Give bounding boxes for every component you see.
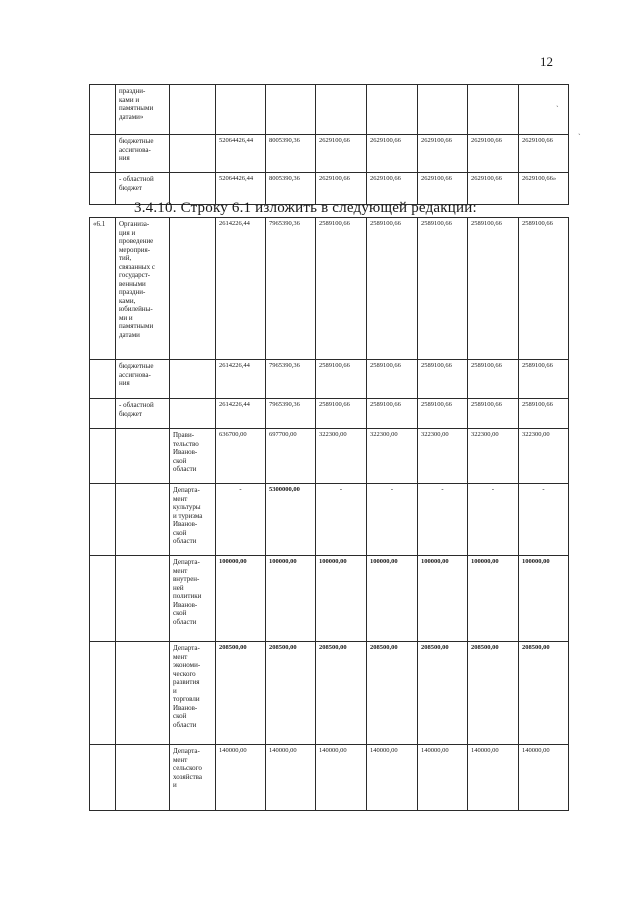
value-cell: 2589100,66 (519, 218, 569, 360)
department-cell (170, 399, 216, 429)
value-cell (468, 85, 519, 135)
value-cell: 2589100,66 (418, 218, 468, 360)
section-heading: 3.4.10. Строку 6.1 изложить в следующей редакции: (134, 200, 477, 216)
value-cell (519, 85, 569, 135)
value-cell: 2589100,66 (468, 218, 519, 360)
value-cell: 2629100,66 (468, 135, 519, 173)
value-cell: 52064426,44 (216, 173, 266, 205)
value-cell: 322300,00 (316, 429, 367, 484)
activity-name-cell: Организа- ция и проведение мероприя- тий, связанных с государст- венными праздни- ками, юбилейны- ми и памятными датами (116, 218, 170, 360)
value-cell: 322300,00 (468, 429, 519, 484)
value-cell: 208500,00 (418, 642, 468, 745)
value-cell: 100000,00 (519, 556, 569, 642)
activity-name-cell (116, 556, 170, 642)
department-cell: Департа- мент культуры и туризма Иванов- ской области (170, 484, 216, 556)
value-cell: 208500,00 (468, 642, 519, 745)
row-number-cell (90, 642, 116, 745)
value-cell: 2589100,66 (519, 399, 569, 429)
activity-name-cell: бюджетные ассигнова- ния (116, 135, 170, 173)
value-cell: - (519, 484, 569, 556)
row-number-cell (90, 173, 116, 205)
value-cell: - (316, 484, 367, 556)
activity-name-cell: - областной бюджет (116, 399, 170, 429)
value-cell (316, 85, 367, 135)
stray-mark: ˏ (556, 98, 559, 107)
value-cell: 100000,00 (266, 556, 316, 642)
value-cell: 2589100,66 (468, 360, 519, 399)
value-cell: 2589100,66 (367, 218, 418, 360)
value-cell: - (468, 484, 519, 556)
value-cell: 100000,00 (468, 556, 519, 642)
value-cell: 140000,00 (367, 745, 418, 811)
row-number-cell (90, 745, 116, 811)
top-table (89, 84, 569, 205)
value-cell (266, 85, 316, 135)
value-cell: 2589100,66 (316, 218, 367, 360)
value-cell: 2614226,44 (216, 360, 266, 399)
value-cell: 208500,00 (519, 642, 569, 745)
table-row (90, 745, 569, 811)
value-cell: 2589100,66 (367, 399, 418, 429)
department-cell (170, 85, 216, 135)
value-cell: 8005390,36 (266, 173, 316, 205)
value-cell: 322300,00 (418, 429, 468, 484)
department-cell: Департа- мент сельского хозяйства и (170, 745, 216, 811)
activity-name-cell: праздни- ками и памятными датами» (116, 85, 170, 135)
value-cell: 2614226,44 (216, 218, 266, 360)
value-cell: 208500,00 (316, 642, 367, 745)
value-cell: 140000,00 (316, 745, 367, 811)
table-row (90, 484, 569, 556)
activity-name-cell (116, 745, 170, 811)
table-row (90, 429, 569, 484)
value-cell: 2589100,66 (468, 399, 519, 429)
value-cell: 140000,00 (216, 745, 266, 811)
value-cell: 140000,00 (418, 745, 468, 811)
activity-name-cell (116, 642, 170, 745)
bottom-table (89, 217, 569, 811)
value-cell: 697700,00 (266, 429, 316, 484)
row-number-cell (90, 429, 116, 484)
row-number-cell (90, 399, 116, 429)
value-cell: 2629100,66 (367, 135, 418, 173)
value-cell: 100000,00 (367, 556, 418, 642)
value-cell: 2629100,66 (519, 135, 569, 173)
value-cell: 2589100,66 (316, 399, 367, 429)
activity-name-cell: бюджетные ассигнова- ния (116, 360, 170, 399)
value-cell: 100000,00 (418, 556, 468, 642)
row-number-cell (90, 556, 116, 642)
value-cell: 2629100,66 (418, 173, 468, 205)
value-cell: 100000,00 (316, 556, 367, 642)
value-cell: - (418, 484, 468, 556)
department-cell: Департа- мент экономи- ческого развития и торговли Иванов- ской области (170, 642, 216, 745)
value-cell: 208500,00 (216, 642, 266, 745)
value-cell: 208500,00 (266, 642, 316, 745)
value-cell: 322300,00 (519, 429, 569, 484)
table-row (90, 642, 569, 745)
value-cell: 2589100,66 (418, 399, 468, 429)
row-number-cell (90, 360, 116, 399)
value-cell: 2589100,66 (418, 360, 468, 399)
value-cell: 2629100,66 (367, 173, 418, 205)
value-cell: 100000,00 (216, 556, 266, 642)
department-cell (170, 360, 216, 399)
department-cell: Прави- тельство Иванов- ской области (170, 429, 216, 484)
value-cell: 140000,00 (519, 745, 569, 811)
value-cell: 7965390,36 (266, 360, 316, 399)
stray-mark: ˏ (578, 126, 581, 135)
value-cell (367, 85, 418, 135)
table-row (90, 85, 569, 135)
value-cell: - (367, 484, 418, 556)
value-cell: - (216, 484, 266, 556)
value-cell: 140000,00 (266, 745, 316, 811)
table-row (90, 218, 569, 360)
row-number-cell: «6.1 (90, 218, 116, 360)
value-cell: 2629100,66 (316, 173, 367, 205)
table-row (90, 399, 569, 429)
value-cell: 7965390,36 (266, 218, 316, 360)
department-cell (170, 135, 216, 173)
value-cell: 2614226,44 (216, 399, 266, 429)
table-row (90, 556, 569, 642)
value-cell: 2589100,66 (367, 360, 418, 399)
value-cell: 2629100,66 (468, 173, 519, 205)
value-cell: 8005390,36 (266, 135, 316, 173)
value-cell: 2629100,66 (316, 135, 367, 173)
table-row (90, 135, 569, 173)
row-number-cell (90, 85, 116, 135)
department-cell: Департа- мент внутрен- ней политики Иванов- ской области (170, 556, 216, 642)
department-cell (170, 218, 216, 360)
value-cell: 5300000,00 (266, 484, 316, 556)
value-cell: 2589100,66 (316, 360, 367, 399)
page-number: 12 (540, 54, 553, 69)
value-cell: 52064426,44 (216, 135, 266, 173)
value-cell: 2589100,66 (519, 360, 569, 399)
value-cell: 2629100,66» (519, 173, 569, 205)
table-row (90, 360, 569, 399)
value-cell (418, 85, 468, 135)
activity-name-cell (116, 484, 170, 556)
value-cell: 140000,00 (468, 745, 519, 811)
value-cell: 636700,00 (216, 429, 266, 484)
value-cell: 208500,00 (367, 642, 418, 745)
row-number-cell (90, 135, 116, 173)
row-number-cell (90, 484, 116, 556)
value-cell: 2629100,66 (418, 135, 468, 173)
value-cell (216, 85, 266, 135)
value-cell: 7965390,36 (266, 399, 316, 429)
value-cell: 322300,00 (367, 429, 418, 484)
activity-name-cell: - областной бюджет (116, 173, 170, 205)
activity-name-cell (116, 429, 170, 484)
